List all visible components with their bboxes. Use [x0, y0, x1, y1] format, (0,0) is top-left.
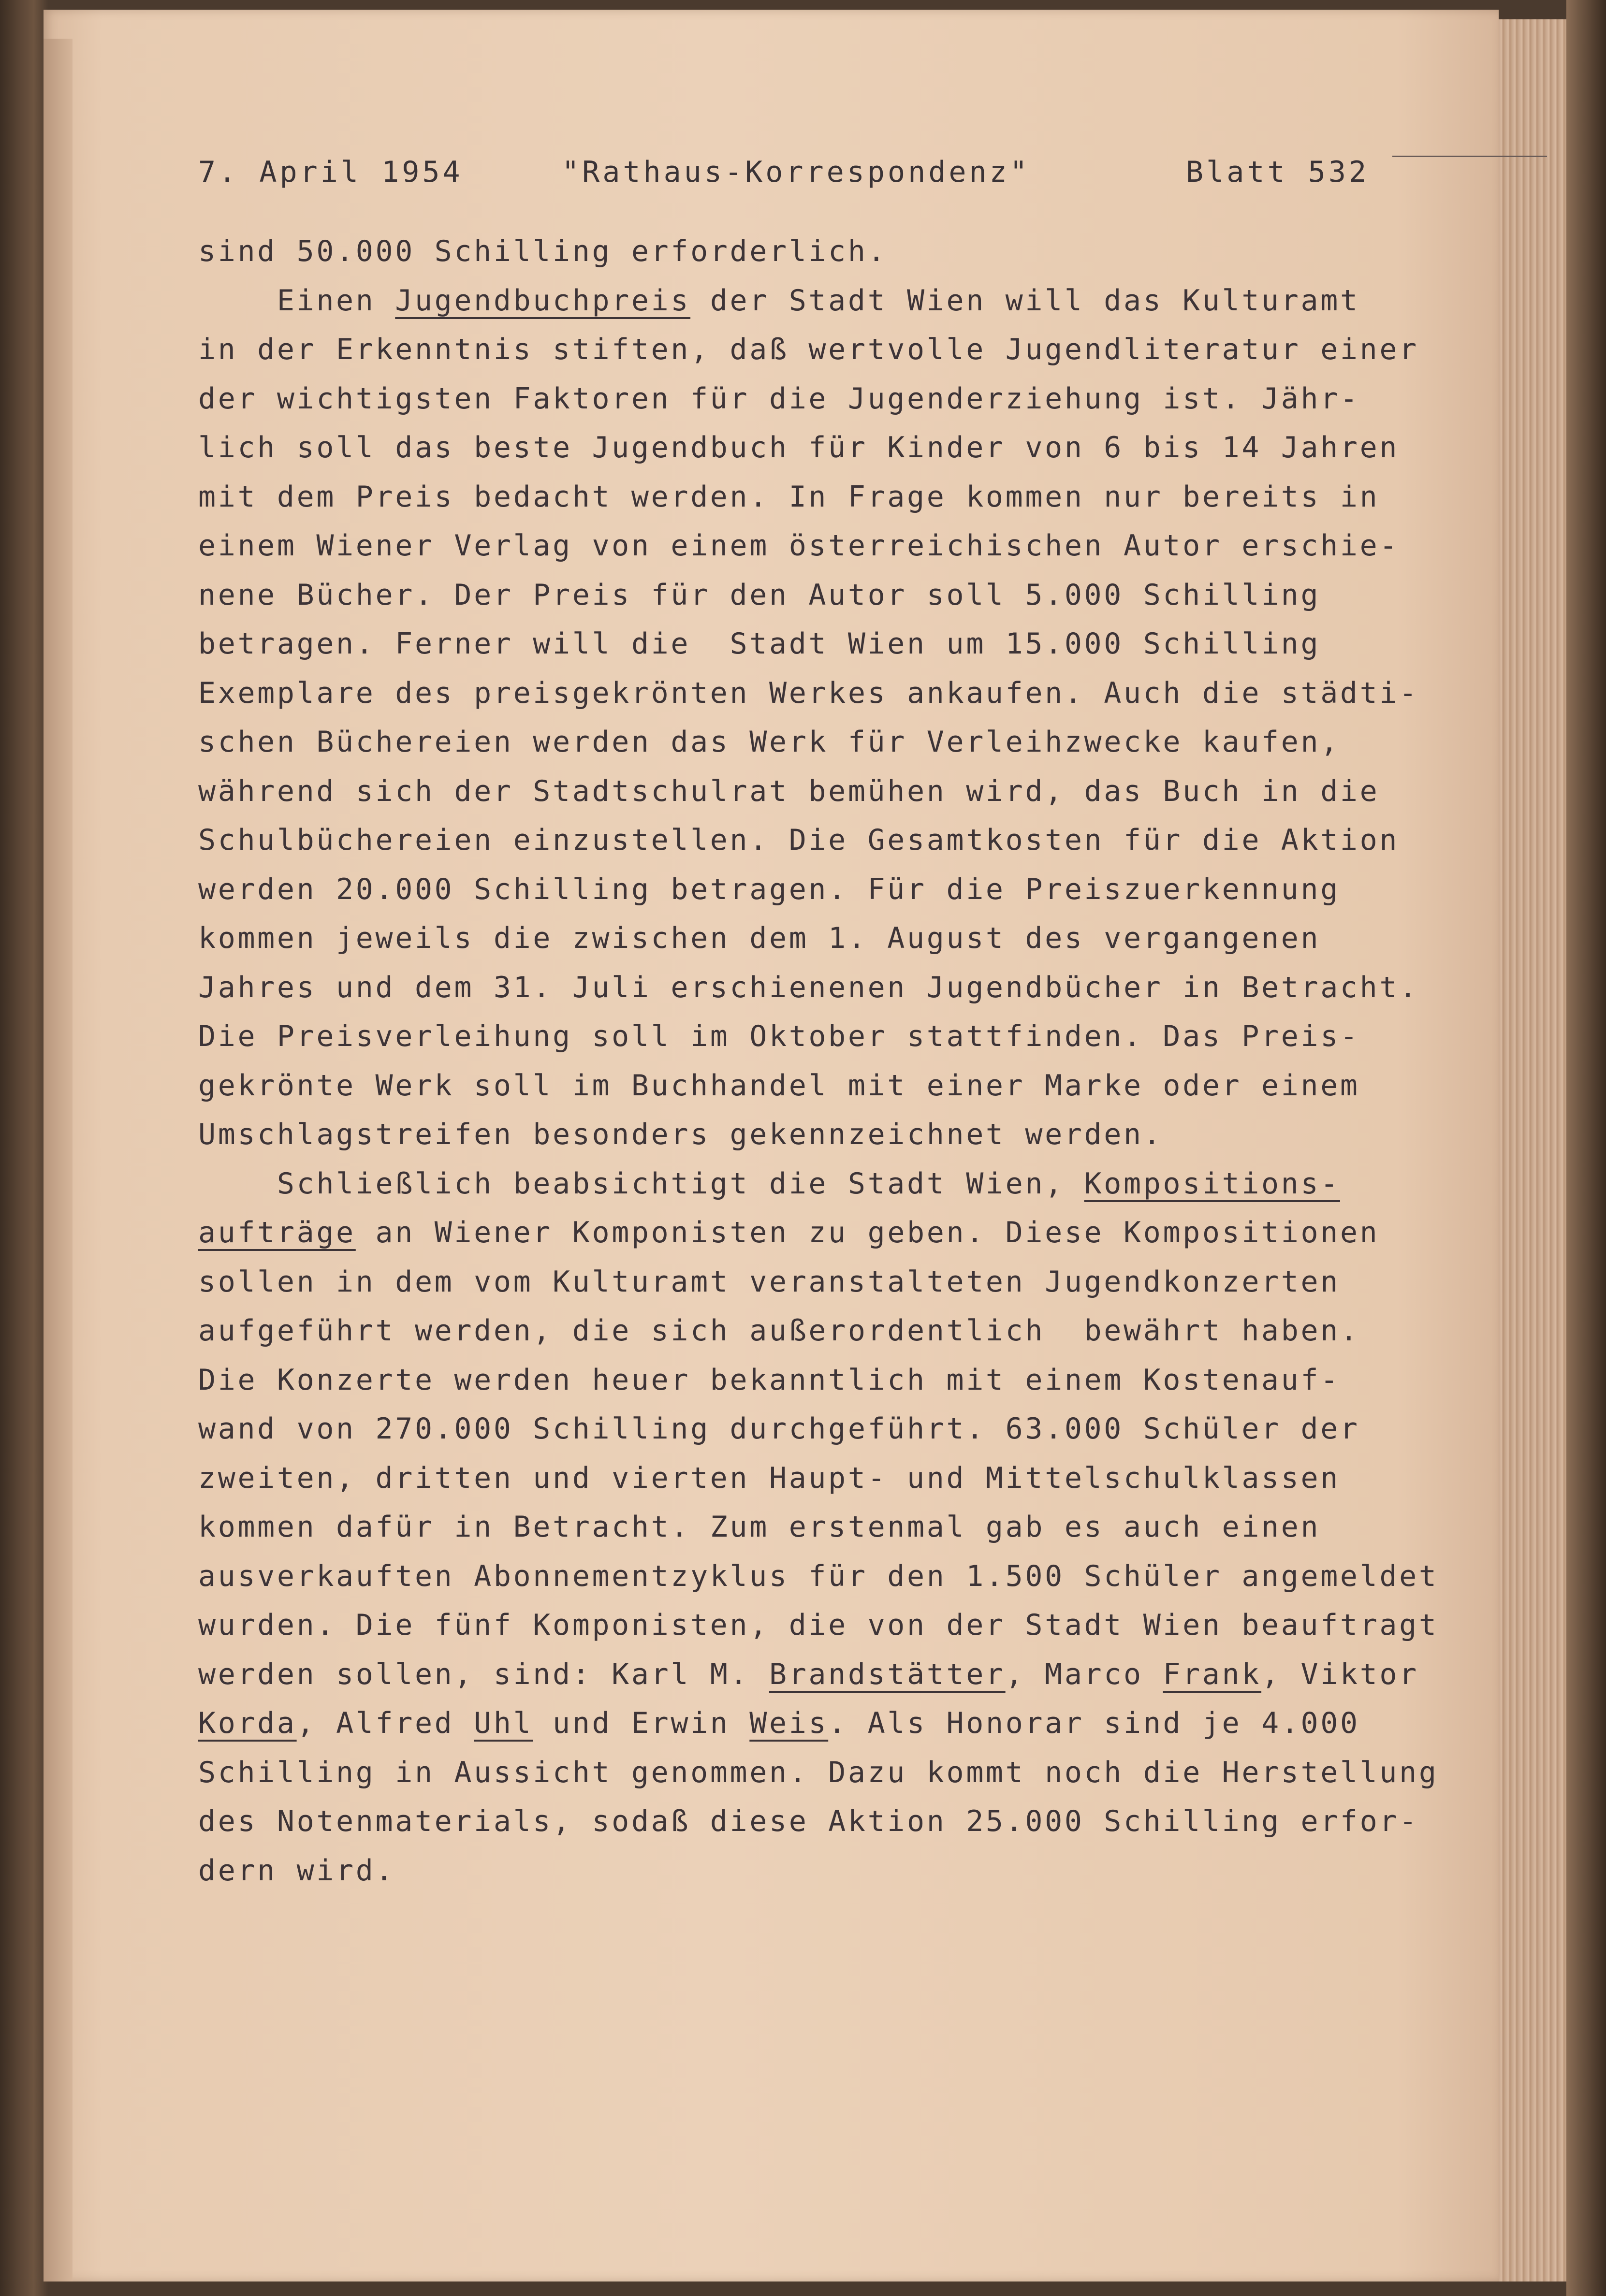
text-line	[198, 1307, 1479, 1356]
text-run: betragen. Ferner will die Stadt Wien um 15.000 Schilling	[198, 627, 1321, 661]
text-line	[198, 1650, 1479, 1700]
book-edge	[1566, 0, 1606, 2296]
text-line	[198, 963, 1479, 1013]
text-run: in der Erkenntnis stiften, daß wertvolle Jugendliteratur einer	[198, 333, 1419, 366]
text-line	[198, 718, 1479, 767]
text-run: des Notenmaterials, sodaß diese Aktion 25.000 Schilling erfor-	[198, 1804, 1419, 1838]
text-run: und Erwin	[533, 1706, 750, 1740]
text-line	[198, 816, 1479, 865]
underlined-text: Brandstätter	[769, 1657, 1006, 1691]
text-run: schen Büchereien werden das Werk für Verleihzwecke kaufen,	[198, 725, 1340, 759]
text-line	[198, 1061, 1479, 1111]
text-line	[198, 1208, 1479, 1258]
text-run: an Wiener Komponisten zu geben. Diese Kompositionen	[355, 1216, 1380, 1250]
text-run: dern wird.	[198, 1853, 395, 1888]
underlined-text: Uhl	[474, 1706, 533, 1740]
text-run: ausverkauften Abonnementzyklus für den 1.500 Schüler angemeldet	[198, 1559, 1439, 1593]
header-date: 7. April 1954	[198, 155, 463, 189]
text-run: der Stadt Wien will das Kulturamt	[690, 283, 1360, 318]
text-run: Die Preisverleihung soll im Oktober stattfinden. Das Preis-	[198, 1019, 1360, 1053]
text-run: nene Bücher. Der Preis für den Autor soll 5.000 Schilling	[198, 578, 1321, 612]
text-run: lich soll das beste Jugendbuch für Kinder von 6 bis 14 Jahren	[198, 431, 1400, 465]
text-run: aufgeführt werden, die sich außerordentlich bewährt haben.	[198, 1314, 1360, 1348]
text-run: Die Konzerte werden heuer bekanntlich mit einem Kostenauf-	[198, 1363, 1340, 1397]
text-run: einem Wiener Verlag von einem österreichischen Autor erschie-	[198, 529, 1400, 563]
text-line	[198, 767, 1479, 816]
text-run: zweiten, dritten und vierten Haupt- und Mittelschulklassen	[198, 1461, 1340, 1495]
text-line	[198, 1748, 1479, 1798]
underlined-text: aufträge	[198, 1216, 356, 1250]
text-line	[198, 669, 1479, 718]
text-run: , Viktor	[1261, 1657, 1419, 1691]
header-title: "Rathaus-Korrespondenz"	[562, 155, 1030, 189]
text-run: der wichtigsten Faktoren für die Jugenderziehung ist. Jähr-	[198, 381, 1360, 416]
text-line	[198, 1356, 1479, 1405]
text-run: . Als Honorar sind je 4.000	[828, 1706, 1360, 1740]
text-line	[198, 1405, 1479, 1454]
text-line	[198, 1110, 1479, 1160]
underlined-text: Weis	[749, 1706, 829, 1740]
underlined-text: Korda	[198, 1706, 297, 1740]
text-run: kommen dafür in Betracht. Zum erstenmal gab es auch einen	[198, 1510, 1321, 1544]
text-run: kommen jeweils die zwischen dem 1. August des vergangenen	[198, 921, 1321, 955]
underlined-text: Frank	[1163, 1657, 1262, 1691]
text-run: Umschlagstreifen besonders gekennzeichnet werden.	[198, 1118, 1163, 1151]
text-line	[198, 1503, 1479, 1552]
text-run: Schilling in Aussicht genommen. Dazu kommt noch die Herstellung	[198, 1755, 1439, 1789]
text-line	[198, 375, 1479, 424]
text-run: während sich der Stadtschulrat bemühen wird, das Buch in die	[198, 774, 1380, 808]
text-run: werden sollen, sind: Karl M.	[198, 1657, 769, 1691]
text-run: werden 20.000 Schilling betragen. Für die Preiszuerkennung	[198, 872, 1340, 906]
text-run: Einen	[198, 283, 395, 318]
binding-shadow	[44, 39, 73, 2281]
text-run: gekrönte Werk soll im Buchhandel mit einer Marke oder einem	[198, 1068, 1360, 1103]
text-run: wurden. Die fünf Komponisten, die von der Stadt Wien beauftragt	[198, 1608, 1439, 1642]
text-line	[198, 1552, 1479, 1601]
text-run: mit dem Preis bedacht werden. In Frage kommen nur bereits in	[198, 480, 1380, 514]
header-sheet-number: Blatt 532	[1186, 155, 1370, 189]
text-run: Jahres und dem 31. Juli erschienenen Jugendbücher in Betracht.	[198, 970, 1419, 1004]
text-run: , Marco	[1005, 1657, 1163, 1691]
text-run: sind 50.000 Schilling erforderlich.	[198, 234, 888, 268]
text-line	[198, 1846, 1479, 1896]
header-rule	[1392, 156, 1547, 157]
text-line	[198, 276, 1479, 326]
text-run: Exemplare des preisgekrönten Werkes ankaufen. Auch die städti-	[198, 676, 1419, 710]
text-line	[198, 1797, 1479, 1846]
text-line	[198, 914, 1479, 963]
text-run: , Alfred	[296, 1706, 474, 1740]
text-line	[198, 325, 1479, 375]
text-run: Schließlich beabsichtigt die Stadt Wien,	[198, 1166, 1084, 1201]
text-run: sollen in dem vom Kulturamt veranstalteten Jugendkonzerten	[198, 1264, 1340, 1299]
text-line	[198, 227, 1479, 276]
text-run: wand von 270.000 Schilling durchgeführt. 63.000 Schüler der	[198, 1412, 1360, 1446]
underlined-text: Jugendbuchpreis	[395, 283, 691, 318]
text-line	[198, 571, 1479, 620]
text-line	[198, 865, 1479, 915]
text-line	[198, 1699, 1479, 1748]
underlined-text: Kompositions-	[1084, 1166, 1340, 1201]
text-line	[198, 423, 1479, 473]
text-line	[198, 1601, 1479, 1650]
text-line	[198, 1258, 1479, 1307]
text-line	[198, 522, 1479, 571]
text-line	[198, 1454, 1479, 1503]
text-line	[198, 473, 1479, 522]
text-run: Schulbüchereien einzustellen. Die Gesamtkosten für die Aktion	[198, 823, 1400, 857]
text-line	[198, 620, 1479, 669]
typed-body-text	[198, 227, 1479, 1895]
text-line	[198, 1160, 1479, 1209]
text-line	[198, 1012, 1479, 1061]
